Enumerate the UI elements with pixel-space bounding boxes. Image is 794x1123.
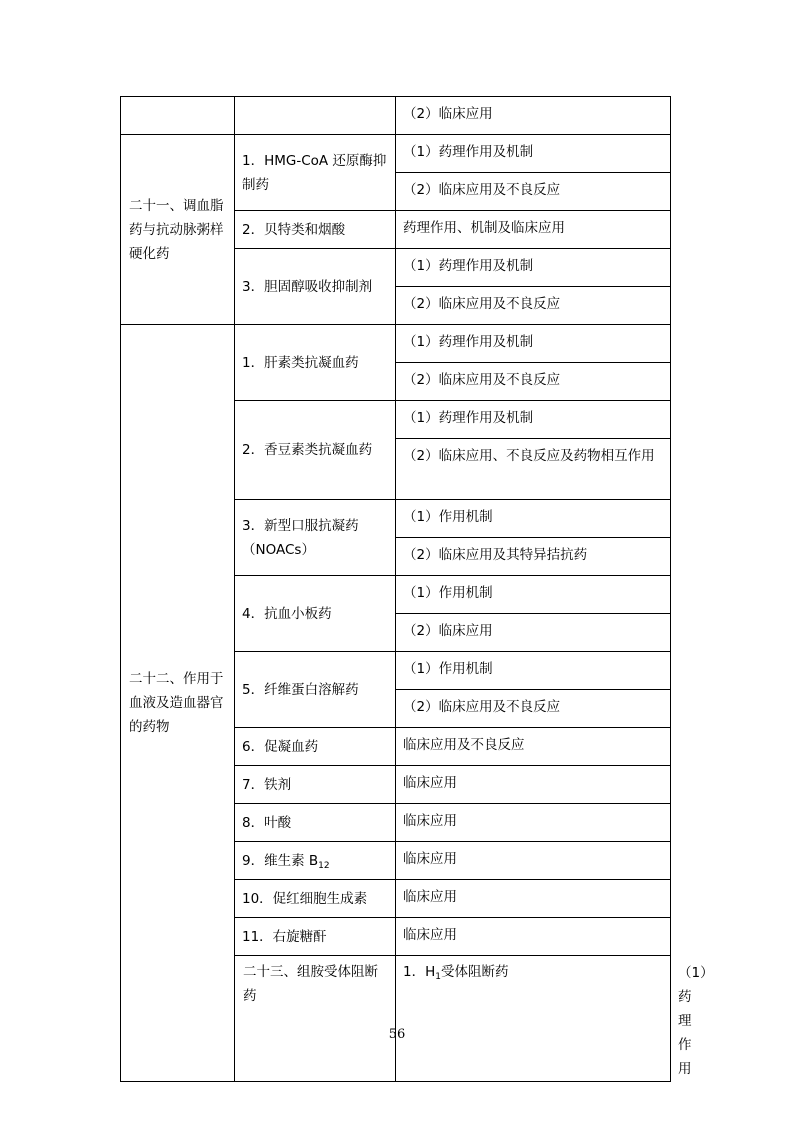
requirement-cell: （1）作用机制 — [396, 652, 671, 690]
requirement-cell: （2）临床应用 — [396, 614, 671, 652]
topic-cell: 5．纤维蛋白溶解药 — [235, 652, 396, 728]
table-row — [121, 325, 671, 363]
topic-cell: 6．促凝血药 — [235, 728, 396, 766]
page-number: 56 — [388, 1027, 406, 1042]
requirement-cell: （1）药理作用及机制 — [396, 135, 671, 173]
requirement-cell: （1）作用机制 — [396, 576, 671, 614]
requirement-cell: 药理作用、机制及临床应用 — [396, 211, 671, 249]
requirement-cell: （2）临床应用、不良反应及药物相互作用 — [396, 439, 671, 500]
topic-cell: 2．贝特类和烟酸 — [235, 211, 396, 249]
requirement-cell: 临床应用 — [396, 880, 671, 918]
chapter-cell: 二十三、组胺受体阻断药 — [235, 956, 396, 1082]
topic-cell: 3．胆固醇吸收抑制剂 — [235, 249, 396, 325]
chapter-cell — [121, 97, 235, 135]
topic-cell — [235, 97, 396, 135]
table-row: 二十三、组胺受体阻断药 1．$H_1$受体阻断药 （1）药理作用 — [121, 956, 671, 1082]
requirement-cell: 临床应用 — [396, 842, 671, 880]
topic-label-subscript: 12 — [318, 860, 330, 871]
table-row — [121, 135, 671, 173]
syllabus-table — [120, 96, 714, 1082]
requirement-cell: （2）临床应用及不良反应 — [396, 287, 671, 325]
topic-cell: 10．促红细胞生成素 — [235, 880, 396, 918]
chapter-cell: 二十二、作用于血液及造血器官的药物 — [121, 325, 235, 1082]
table-row — [121, 97, 671, 135]
topic-cell — [396, 956, 671, 1082]
requirement-cell: （2）临床应用及不良反应 — [396, 173, 671, 211]
requirement-cell: （2）临床应用及不良反应 — [396, 690, 671, 728]
topic-label-subscript: 1 — [435, 972, 441, 982]
requirement-cell: （1）作用机制 — [396, 500, 671, 538]
chapter-cell: 二十一、调血脂药与抗动脉粥样硬化药 — [121, 135, 235, 325]
requirement-cell: （1）药理作用及机制 — [396, 401, 671, 439]
topic-cell: 7．铁剂 — [235, 766, 396, 804]
requirement-cell: （2）临床应用及不良反应 — [396, 363, 671, 401]
requirement-cell: （1）药理作用及机制 — [396, 325, 671, 363]
requirement-cell: 临床应用 — [396, 918, 671, 956]
topic-cell: 2．香豆素类抗凝血药 — [235, 401, 396, 500]
requirement-cell: （2）临床应用及其特异拮抗药 — [396, 538, 671, 576]
topic-label-suffix: 受体阻断药 — [440, 964, 509, 980]
topic-label-prefix: 9．维生素 B — [242, 852, 319, 869]
requirement-cell: （2）临床应用 — [396, 97, 671, 135]
requirement-cell: 临床应用及不良反应 — [396, 728, 671, 766]
topic-cell: 1．肝素类抗凝血药 — [235, 325, 396, 401]
topic-cell: 3．新型口服抗凝药（NOACs） — [235, 500, 396, 576]
requirement-cell: 临床应用 — [396, 766, 671, 804]
topic-cell: 11．右旋糖酐 — [235, 918, 396, 956]
topic-cell — [235, 842, 396, 880]
topic-cell: 4．抗血小板药 — [235, 576, 396, 652]
topic-cell: 8．叶酸 — [235, 804, 396, 842]
topic-cell: 1．HMG-CoA 还原酶抑制药 — [235, 135, 396, 211]
requirement-cell: （1）药理作用及机制 — [396, 249, 671, 287]
topic-label-prefix: 1．H — [403, 964, 436, 980]
requirement-cell: 临床应用 — [396, 804, 671, 842]
